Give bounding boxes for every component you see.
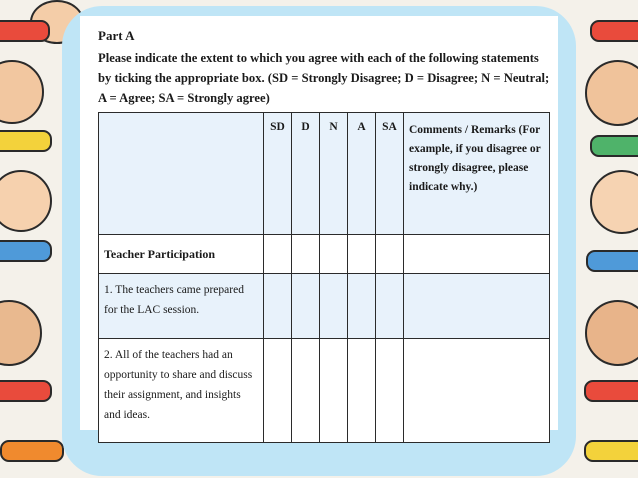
scale-header-sa: SA xyxy=(376,113,404,235)
scale-header-sd: SD xyxy=(264,113,292,235)
child-shirt-illustration xyxy=(584,440,638,462)
child-shirt-illustration xyxy=(590,135,638,157)
tick-box-sd[interactable] xyxy=(264,235,292,274)
statement-label: 1. The teachers came prepared for the LAC session. xyxy=(99,274,264,339)
scale-header-a: A xyxy=(348,113,376,235)
table-row xyxy=(99,274,550,339)
comments-cell[interactable] xyxy=(404,235,550,274)
child-head-illustration xyxy=(585,60,638,126)
comments-column-header: Comments / Remarks (For example, if you disagree or strongly disagree, please indicate why.) xyxy=(404,113,550,235)
tick-box-a[interactable] xyxy=(348,235,376,274)
tick-box-d[interactable] xyxy=(292,339,320,443)
tick-box-n[interactable] xyxy=(320,339,348,443)
tick-box-sa[interactable] xyxy=(376,274,404,339)
statement-label: 2. All of the teachers had an opportunity to share and discuss their assignment, and insights and ideas. xyxy=(99,339,264,443)
section-row xyxy=(99,235,550,274)
child-shirt-illustration xyxy=(584,380,638,402)
table-row xyxy=(99,339,550,443)
tick-box-sd[interactable] xyxy=(264,339,292,443)
child-shirt-illustration xyxy=(590,20,638,42)
child-head-illustration xyxy=(0,170,52,232)
statement-column-header xyxy=(99,113,264,235)
tick-box-sa[interactable] xyxy=(376,235,404,274)
questionnaire-panel xyxy=(80,16,558,430)
child-shirt-illustration xyxy=(0,380,52,402)
tick-box-sd[interactable] xyxy=(264,274,292,339)
child-shirt-illustration xyxy=(0,130,52,152)
tick-box-a[interactable] xyxy=(348,274,376,339)
instructions-text: Please indicate the extent to which you agree with each of the following statements by ticking the appropriate box. (SD = Strongly Disagree; D = Disagree; N = Neutral; A = Agree; SA = Strongly agree) xyxy=(98,51,550,105)
tick-box-n[interactable] xyxy=(320,235,348,274)
child-shirt-illustration xyxy=(0,440,64,462)
section-heading: Teacher Participation xyxy=(99,235,264,274)
comments-cell[interactable] xyxy=(404,339,550,443)
tick-box-d[interactable] xyxy=(292,235,320,274)
tick-box-sa[interactable] xyxy=(376,339,404,443)
survey-table xyxy=(98,112,550,443)
child-shirt-illustration xyxy=(0,240,52,262)
scale-header-d: D xyxy=(292,113,320,235)
comments-cell[interactable] xyxy=(404,274,550,339)
child-head-illustration xyxy=(585,300,638,366)
child-shirt-illustration xyxy=(586,250,638,272)
child-head-illustration xyxy=(0,300,42,366)
tick-box-a[interactable] xyxy=(348,339,376,443)
child-head-illustration xyxy=(590,170,638,234)
scale-header-n: N xyxy=(320,113,348,235)
child-shirt-illustration xyxy=(0,20,50,42)
part-title: Part A xyxy=(98,28,135,43)
tick-box-n[interactable] xyxy=(320,274,348,339)
table-header-row xyxy=(99,113,550,235)
child-head-illustration xyxy=(0,60,44,124)
tick-box-d[interactable] xyxy=(292,274,320,339)
